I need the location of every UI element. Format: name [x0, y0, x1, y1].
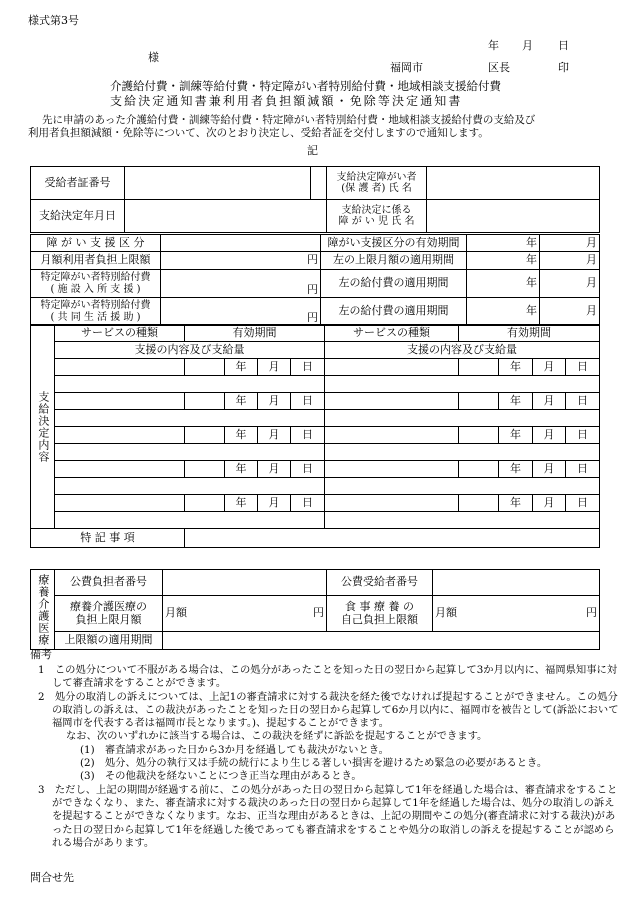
cell-day: 日 [566, 461, 600, 478]
service-type-header-right: サービスの種類 [325, 325, 459, 342]
cell-year: 年 [499, 461, 533, 478]
cell-day: 日 [566, 393, 600, 410]
cell-day: 日 [566, 495, 600, 512]
group-benefit-yen[interactable]: 円 [161, 298, 321, 326]
content-field[interactable] [325, 478, 600, 495]
child-label-line2: 障 が い 児 氏 名 [338, 216, 415, 227]
child-name-label [327, 200, 427, 233]
decision-date-label: 支給決定年月日 [31, 200, 125, 233]
service-field[interactable] [55, 359, 185, 376]
group-label-line1: 特定障がい者特別給付費 [40, 300, 151, 311]
group-period-month: 月 [540, 298, 600, 326]
decision-row [31, 444, 600, 461]
group-period-label: 左の給付費の適用期間 [321, 298, 467, 326]
note-item-2-sub: なお、次のいずれかに該当する場合は、この裁決を経ずに訴訟を提起することができます。 [66, 730, 488, 743]
cell-year: 年 [225, 495, 258, 512]
cell-month: 月 [258, 359, 291, 376]
content-field[interactable] [55, 478, 325, 495]
content-field[interactable] [325, 376, 600, 393]
cell [185, 393, 225, 410]
cell [459, 495, 499, 512]
support-class-period-year: 年 [467, 235, 540, 252]
valid-period-header-left: 有効期間 [185, 325, 325, 342]
decision-content-table [30, 324, 600, 548]
limit-apply-period-field[interactable] [163, 632, 600, 650]
decision-row [31, 359, 600, 376]
cell-day: 日 [291, 359, 325, 376]
date-month: 月 [522, 39, 533, 52]
content-field[interactable] [55, 376, 325, 393]
cell-month: 月 [533, 461, 566, 478]
title-line-1: 介護給付費・訓練等給付費・特定障がい者特別給付費・地域相談支援給付費 [110, 79, 501, 93]
content-field[interactable] [325, 444, 600, 461]
content-field[interactable] [55, 512, 325, 529]
cell [459, 393, 499, 410]
limit-period-month: 月 [540, 252, 600, 270]
decision-row [31, 410, 600, 427]
cell-day: 日 [291, 427, 325, 444]
cell-month: 月 [258, 427, 291, 444]
date-day: 日 [558, 39, 569, 52]
cell-day: 日 [291, 461, 325, 478]
recipient-suffix: 様 [148, 51, 159, 64]
limit-period-label: 左の上限月額の適用期間 [321, 252, 467, 270]
meal-limit-label-line1: 食 事 療 養 の [345, 599, 414, 613]
decision-row [31, 393, 600, 410]
cell-month: 月 [258, 461, 291, 478]
cell [459, 461, 499, 478]
service-field[interactable] [325, 359, 459, 376]
decided-person-label-line2: (保 護 者) 氏 名 [341, 183, 412, 194]
support-content-header-right: 支援の内容及び支給量 [325, 342, 600, 359]
note-item-2-3: (3) その他裁決を経ないことにつき正当な理由があるとき。 [80, 770, 362, 783]
decision-row [31, 376, 600, 393]
cell [185, 495, 225, 512]
payer-no-label: 公費負担者番号 [55, 570, 163, 596]
facility-period-label: 左の給付費の適用期間 [321, 270, 467, 298]
service-type-header-left: サービスの種類 [55, 325, 185, 342]
cell [459, 359, 499, 376]
beneficiary-no-label: 公費受給者番号 [327, 570, 433, 596]
medical-yen: 円 [313, 606, 324, 620]
child-name-field[interactable] [427, 200, 600, 233]
decision-side-label-cell [31, 325, 55, 529]
meal-yen: 円 [586, 606, 597, 620]
notes-body [38, 664, 624, 850]
payer-no-boxes[interactable] [163, 570, 327, 596]
decided-person-name-field[interactable] [427, 167, 600, 200]
cell [459, 427, 499, 444]
note-item-2: 2 処分の取消しの訴えについては、上記1の審査請求に対する裁決を経た後でなければ提起することができません。この処分の取消しの訴えは、この裁決があったことを知った日の翌日から起算して6か月以内に、福岡市を被告として(訴訟において福岡市を代表する者は福岡市長となります。)、提起することができます。 [38, 690, 619, 730]
recipient-no-boxes[interactable] [125, 167, 311, 200]
decision-row [31, 478, 600, 495]
special-notes-label: 特 記 事 項 [31, 529, 185, 548]
support-limit-table [30, 234, 600, 326]
issuer-city: 福岡市 [390, 61, 423, 74]
ki-label: 記 [307, 144, 318, 157]
service-field[interactable] [325, 427, 459, 444]
contact-label: 問合せ先 [30, 871, 74, 884]
meal-limit-label-line2: 自己負担上限額 [341, 612, 418, 626]
decision-row [31, 427, 600, 444]
decision-side-label: 支給決定内容 [36, 390, 50, 463]
service-field[interactable] [55, 495, 185, 512]
notes-heading: 備考 [30, 648, 52, 661]
meal-limit-label [327, 596, 433, 632]
cell-year: 年 [225, 393, 258, 410]
cell-year: 年 [499, 393, 533, 410]
content-field[interactable] [55, 444, 325, 461]
monthly-limit-yen[interactable]: 円 [161, 252, 321, 270]
cell-year: 年 [499, 427, 533, 444]
cell-month: 月 [533, 495, 566, 512]
seal-mark: 印 [558, 61, 569, 74]
support-class-field[interactable] [161, 235, 321, 252]
recipient-no-label: 受給者証番号 [31, 167, 125, 200]
medical-monthly-label: 月額 [165, 606, 187, 620]
group-label-line2: ( 共 同 生 活 援 助 ) [50, 311, 141, 323]
cell-year: 年 [225, 359, 258, 376]
recipient-info-table [30, 166, 600, 233]
note-item-2-2: (2) 処分、処分の執行又は手続の続行により生じる著しい損害を避けるため緊急の必要があるとき。 [80, 757, 548, 770]
spacer-cell [311, 167, 327, 200]
content-field[interactable] [325, 410, 600, 427]
cell-day: 日 [566, 427, 600, 444]
support-class-label: 障 が い 支 援 区 分 [31, 235, 161, 252]
content-field[interactable] [325, 512, 600, 529]
note-item-2-1: (1) 審査請求があった日から3か月を経過しても裁決がないとき。 [80, 743, 389, 756]
cell-day: 日 [291, 495, 325, 512]
decided-person-label-line1: 支給決定障がい者 [336, 171, 417, 183]
facility-benefit-label [31, 270, 161, 298]
meal-limit-field[interactable] [433, 596, 600, 632]
medical-side-label: 療養介護医療 [36, 573, 50, 646]
note-item-3: 3 ただし、上記の期間が経過する前に、この処分があった日の翌日から起算して1年を経過した場合は、審査請求をすることができなくなり、また、審査請求に対する裁決のあった日の翌日から起算して1年を経過した場合は、処分の取消しの訴えを提起することができなくなります。なお、正当な理由があるときは、上記の期間やこの処分(審査請求に対する裁決)があった日の翌日から起算して1年を経過した後であっても審査請求をすることや処分の取消しの訴えを提起することが認められる場合があります。 [38, 783, 618, 849]
limit-period-year: 年 [467, 252, 540, 270]
monthly-limit-label: 月額利用者負担上限額 [31, 252, 161, 270]
note-item-1: 1 この処分について不服がある場合は、この処分があったことを知った日の翌日から起算して3か月以内に、福岡県知事に対して審査請求をすることができます。 [38, 664, 618, 690]
cell-month: 月 [533, 359, 566, 376]
beneficiary-no-boxes[interactable] [433, 570, 600, 596]
facility-period-month: 月 [540, 270, 600, 298]
valid-period-header-right: 有効期間 [459, 325, 600, 342]
facility-period-year: 年 [467, 270, 540, 298]
cell-day: 日 [291, 393, 325, 410]
facility-label-line1: 特定障がい者特別給付費 [40, 272, 151, 283]
form-number: 様式第3号 [28, 14, 79, 27]
service-field[interactable] [55, 461, 185, 478]
medical-limit-field[interactable] [163, 596, 327, 632]
cell [185, 427, 225, 444]
cell-month: 月 [533, 427, 566, 444]
group-period-year: 年 [467, 298, 540, 326]
support-class-period-month: 月 [540, 235, 600, 252]
meal-monthly-label: 月額 [435, 606, 457, 620]
medical-limit-label [55, 596, 163, 632]
cell-year: 年 [499, 359, 533, 376]
intro-line-1: 先に申請のあった介護給付費・訓練等給付費・特定障がい者特別給付費・地域相談支援給付費の支給及び [42, 114, 536, 126]
facility-benefit-yen[interactable]: 円 [161, 270, 321, 298]
date-year: 年 [488, 39, 499, 52]
medical-limit-label-line1: 療養介護医療の [70, 599, 147, 613]
decided-person-label [327, 167, 427, 200]
cell-month: 月 [533, 393, 566, 410]
cell-month: 月 [258, 393, 291, 410]
decision-row [31, 512, 600, 529]
facility-label-line2: ( 施 設 入 所 支 援 ) [50, 283, 141, 295]
medical-side-label-cell [31, 570, 55, 650]
service-field[interactable] [325, 393, 459, 410]
content-field[interactable] [55, 410, 325, 427]
medical-care-table [30, 569, 600, 650]
cell-day: 日 [566, 359, 600, 376]
service-field[interactable] [55, 393, 185, 410]
intro-line-2: 利用者負担額減額・免除等について、次のとおり決定し、受給者証を交付しますので通知します。 [28, 127, 489, 139]
issuer-ward: 区長 [488, 61, 510, 74]
title-line-2: 支給決定通知書兼利用者負担額減額・免除等決定通知書 [110, 94, 463, 108]
medical-limit-label-line2: 負担上限月額 [75, 612, 142, 626]
support-content-header-left: 支援の内容及び支給量 [55, 342, 325, 359]
special-notes-field[interactable] [185, 529, 600, 548]
decision-row [31, 461, 600, 478]
cell-year: 年 [499, 495, 533, 512]
decision-row [31, 495, 600, 512]
service-field[interactable] [325, 495, 459, 512]
limit-apply-period-label: 上限額の適用期間 [55, 632, 163, 650]
decision-date-field[interactable] [125, 200, 327, 233]
child-label-line1: 支給決定に係る [341, 204, 412, 216]
cell-month: 月 [258, 495, 291, 512]
cell [185, 461, 225, 478]
service-field[interactable] [55, 427, 185, 444]
cell [185, 359, 225, 376]
cell-year: 年 [225, 427, 258, 444]
group-benefit-label [31, 298, 161, 326]
service-field[interactable] [325, 461, 459, 478]
support-class-period-label: 障がい支援区分の有効期間 [321, 235, 467, 252]
cell-year: 年 [225, 461, 258, 478]
